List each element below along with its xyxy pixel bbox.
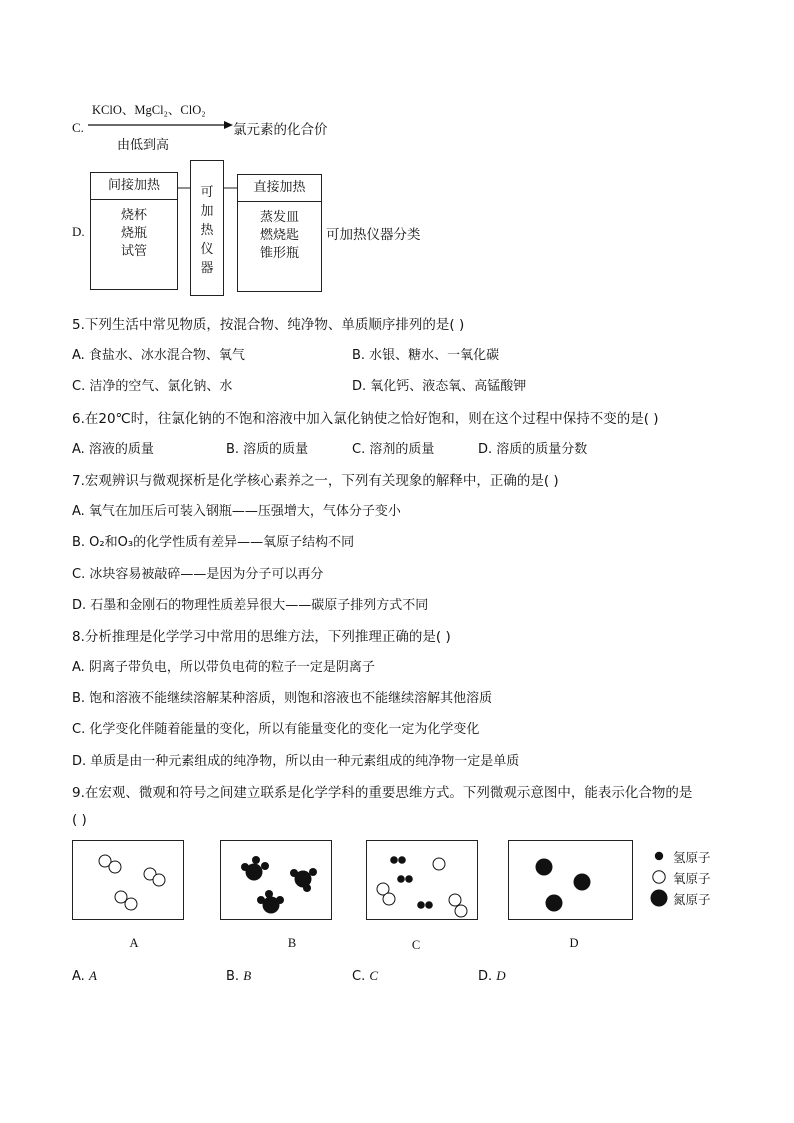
question-8-stem: 8.分析推理是化学学习中常用的思维方法，下列推理正确的是( ) bbox=[72, 629, 451, 645]
heatable-instruments-box bbox=[190, 160, 224, 296]
right-arrow-icon bbox=[88, 119, 234, 131]
question-8-option-a: A. 阴离子带负电，所以带负电荷的粒子一定是阴离子 bbox=[72, 660, 375, 675]
label-char: 可 bbox=[200, 185, 214, 200]
direct-heating-box bbox=[237, 174, 322, 292]
indirect-heating-item: 试管 bbox=[120, 244, 147, 259]
molecule-diagram-a bbox=[73, 841, 183, 919]
direct-heating-heading: 直接加热 bbox=[238, 175, 321, 202]
molecule-diagram-d bbox=[509, 841, 632, 919]
direct-heating-item: 锥形瓶 bbox=[259, 246, 299, 261]
molecule-diagram-c bbox=[367, 841, 477, 919]
question-8-option-b: B. 饱和溶液不能继续溶解某种溶质，则饱和溶液也不能继续溶解其他溶质 bbox=[72, 691, 493, 706]
micro-diagram-panel-c bbox=[366, 840, 478, 920]
option-c-arrow-bottom-text: 由低到高 bbox=[117, 138, 170, 153]
nitrogen-atom-icon bbox=[651, 890, 668, 907]
hydrogen-atom-icon bbox=[655, 852, 663, 860]
label-char: 热 bbox=[200, 223, 214, 238]
question-6-option-c: C. 溶剂的质量 bbox=[352, 442, 435, 457]
option-d-label: D. bbox=[72, 224, 85, 239]
micro-diagram-panel-b bbox=[220, 840, 332, 920]
molecule-diagram-b bbox=[221, 841, 331, 919]
question-8-option-c: C. 化学变化伴随着能量的变化，所以有能量变化的变化一定为化学变化 bbox=[72, 722, 480, 737]
question-9-option-a: A. A bbox=[72, 968, 97, 984]
legend-oxygen-label: 氧原子 bbox=[673, 871, 711, 886]
legend-hydrogen-label: 氢原子 bbox=[673, 850, 711, 865]
question-6-option-d: D. 溶质的质量分数 bbox=[478, 442, 588, 457]
question-9-stem: 9.在宏观、微观和符号之间建立联系是化学学科的重要思维方式。下列微观示意图中，能表示化合物的是 bbox=[72, 785, 693, 801]
question-5-option-a: A. 食盐水、冰水混合物、氧气 bbox=[72, 348, 245, 363]
micro-diagram-panel-a bbox=[72, 840, 184, 920]
question-5-option-d: D. 氧化钙、液态氧、高锰酸钾 bbox=[352, 379, 527, 394]
question-5-stem: 5.下列生活中常见物质，按混合物、纯净物、单质顺序排列的是( ) bbox=[72, 317, 465, 333]
question-7-option-c: C. 冰块容易被敲碎——是因为分子可以再分 bbox=[72, 567, 324, 582]
oxygen-atom-icon bbox=[653, 871, 665, 883]
option-d-caption: 可加热仪器分类 bbox=[326, 227, 421, 243]
label-char: 器 bbox=[200, 261, 214, 276]
micro-diagram-panel-d bbox=[508, 840, 633, 920]
direct-heating-item: 蒸发皿 bbox=[259, 210, 299, 225]
panel-label-b: B bbox=[287, 936, 297, 950]
question-6-option-a: A. 溶液的质量 bbox=[72, 442, 154, 457]
question-6-stem: 6.在20℃时，往氯化钠的不饱和溶液中加入氯化钠使之恰好饱和，则在这个过程中保持不变的是( ) bbox=[72, 411, 659, 427]
question-6-option-b: B. 溶质的质量 bbox=[226, 442, 309, 457]
heatable-instruments-label bbox=[191, 183, 223, 278]
question-8-option-d: D. 单质是由一种元素组成的纯净物，所以由一种元素组成的纯净物一定是单质 bbox=[72, 754, 520, 769]
label-char: 加 bbox=[200, 204, 214, 219]
option-c-label: C. bbox=[72, 120, 84, 135]
question-9-stem-continued: ( ) bbox=[72, 812, 87, 828]
label-char: 仪 bbox=[200, 242, 214, 257]
indirect-heating-list bbox=[91, 207, 177, 261]
panel-label-a: A bbox=[129, 936, 139, 950]
question-9-option-d: D. D bbox=[478, 968, 506, 984]
question-5-option-c: C. 洁净的空气、氯化钠、水 bbox=[72, 379, 233, 394]
atom-legend-icons bbox=[650, 848, 670, 908]
question-9-option-c: C. C bbox=[352, 968, 379, 984]
option-c-arrow-top-text: KClO、MgCl₂、ClO₂ bbox=[92, 103, 206, 117]
question-7-option-a: A. 氧气在加压后可装入钢瓶——压强增大，气体分子变小 bbox=[72, 504, 401, 519]
question-7-option-d: D. 石墨和金刚石的物理性质差异很大——碳原子排列方式不同 bbox=[72, 598, 429, 613]
indirect-heating-item: 烧杯 bbox=[120, 208, 147, 223]
indirect-heating-box bbox=[90, 172, 178, 290]
question-7-stem: 7.宏观辨识与微观探析是化学核心素养之一，下列有关现象的解释中，正确的是( ) bbox=[72, 473, 559, 489]
panel-label-c: C bbox=[411, 938, 421, 952]
direct-heating-list bbox=[238, 209, 321, 263]
question-5-option-b: B. 水银、糖水、一氧化碳 bbox=[352, 348, 500, 363]
panel-label-d: D bbox=[569, 936, 579, 950]
question-9-option-b: B. B bbox=[226, 968, 252, 984]
direct-heating-item: 燃烧匙 bbox=[259, 228, 299, 243]
indirect-heating-item: 烧瓶 bbox=[120, 226, 147, 241]
legend-nitrogen-label: 氮原子 bbox=[673, 892, 711, 907]
option-c-arrow-right-text: 氯元素的化合价 bbox=[233, 122, 328, 138]
indirect-heating-heading: 间接加热 bbox=[91, 173, 177, 200]
question-7-option-b: B. O₂和O₃的化学性质有差异——氧原子结构不同 bbox=[72, 535, 355, 550]
